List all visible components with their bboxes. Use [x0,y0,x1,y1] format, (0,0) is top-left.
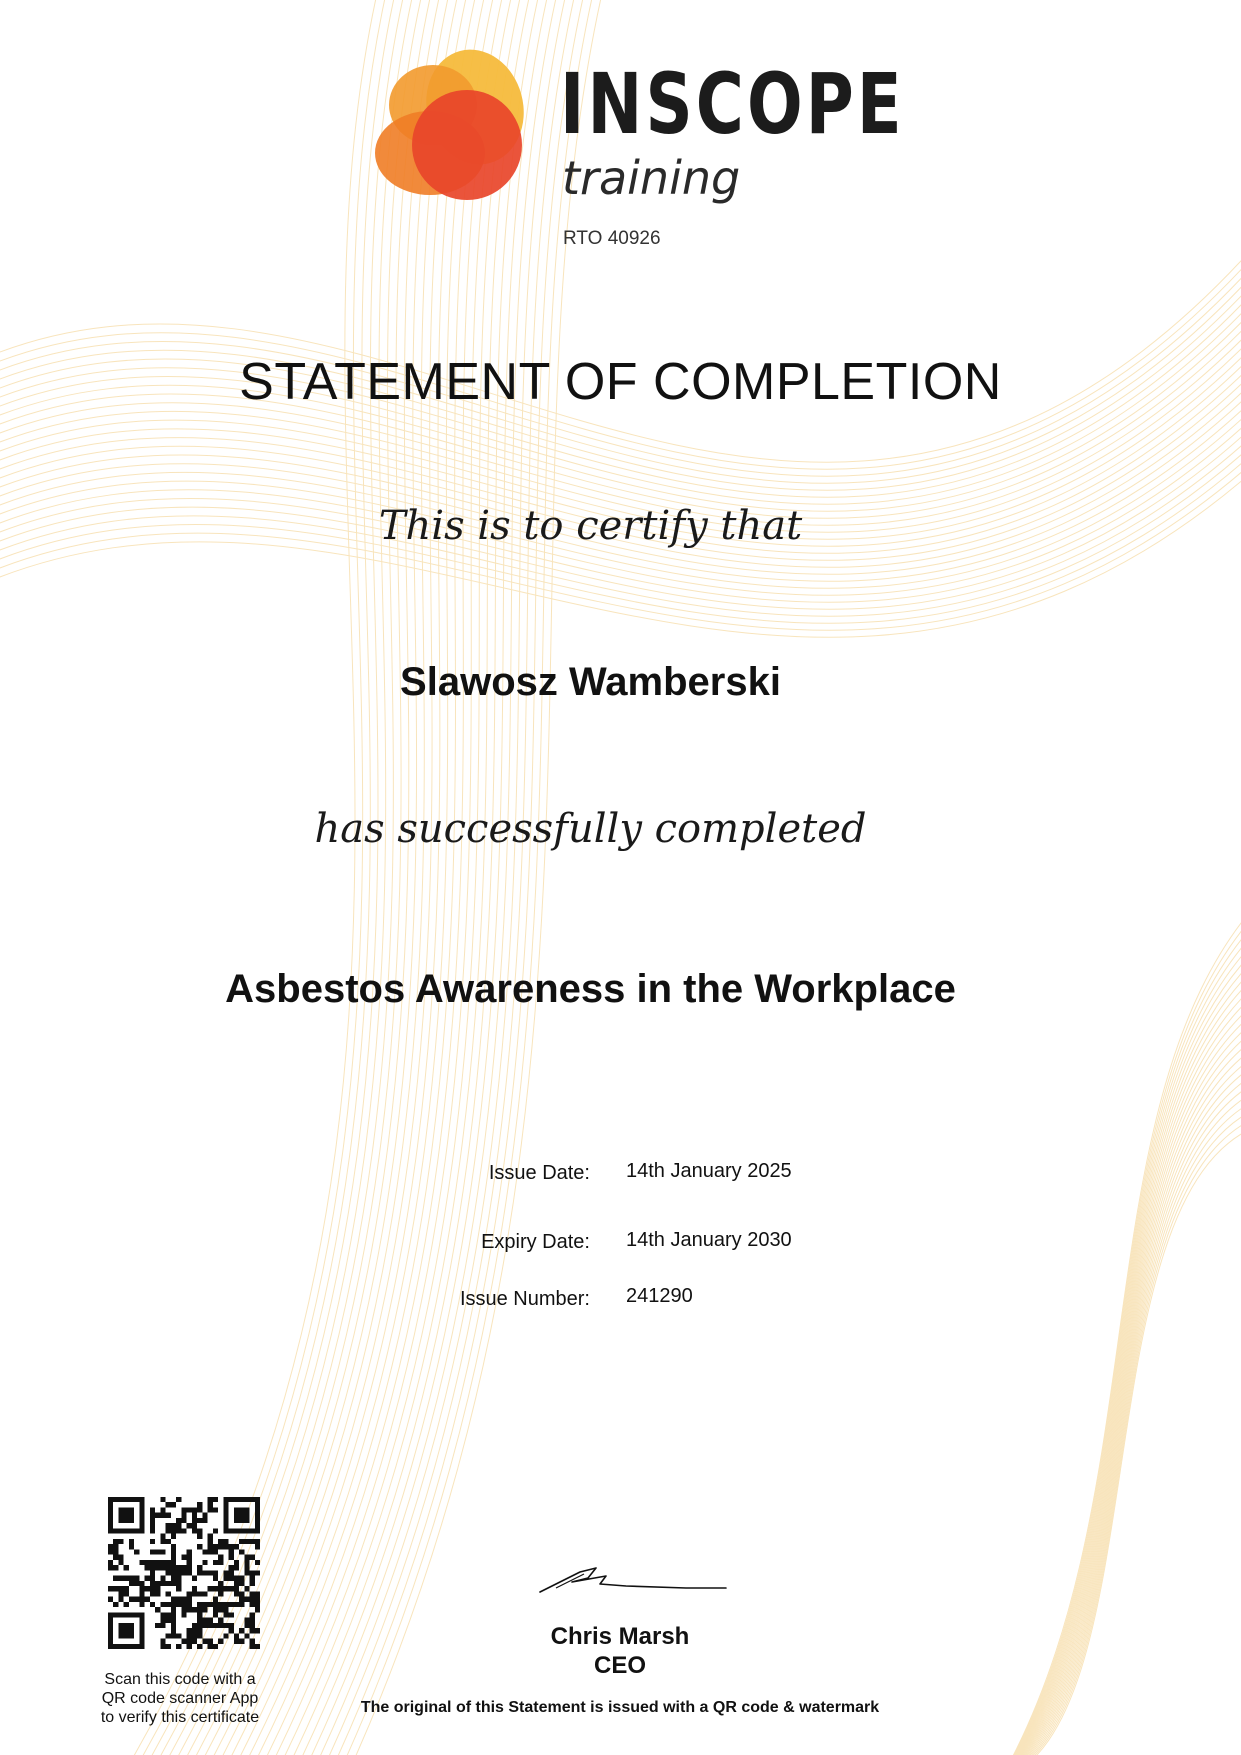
brand-subtitle: training [562,151,741,205]
qr-caption-line: Scan this code with a [104,1671,256,1688]
issue-date-value: 14th January 2025 [626,1160,792,1182]
footer-note: The original of this Statement is issued with a QR code & watermark [360,1699,880,1716]
qr-caption [80,1670,280,1727]
recipient-name: Slawosz Wamberski [400,660,781,704]
signatory-role: CEO [593,1652,646,1679]
signature-graphic [536,1558,736,1598]
issue-number-value: 241290 [626,1285,693,1307]
course-name: Asbestos Awareness in the Workplace [225,967,956,1011]
certify-text: This is to certify that [378,503,803,549]
qr-caption-line: QR code scanner App [101,1690,259,1707]
signatory-name: Chris Marsh [550,1623,690,1650]
expiry-date-label: Expiry Date: [481,1231,590,1253]
brand-name: INSCOPE [560,55,905,153]
inscope-logo-icon [375,45,540,205]
issue-number-label: Issue Number: [459,1288,590,1310]
certificate-title: STATEMENT OF COMPLETION [239,353,1002,411]
issue-date-label: Issue Date: [488,1162,590,1184]
completion-text: has successfully completed [314,806,867,852]
qr-code-icon[interactable] [108,1497,260,1649]
expiry-date-value: 14th January 2030 [626,1229,792,1251]
qr-caption-line: to verify this certificate [100,1709,260,1726]
rto-number: RTO 40926 [563,228,661,249]
